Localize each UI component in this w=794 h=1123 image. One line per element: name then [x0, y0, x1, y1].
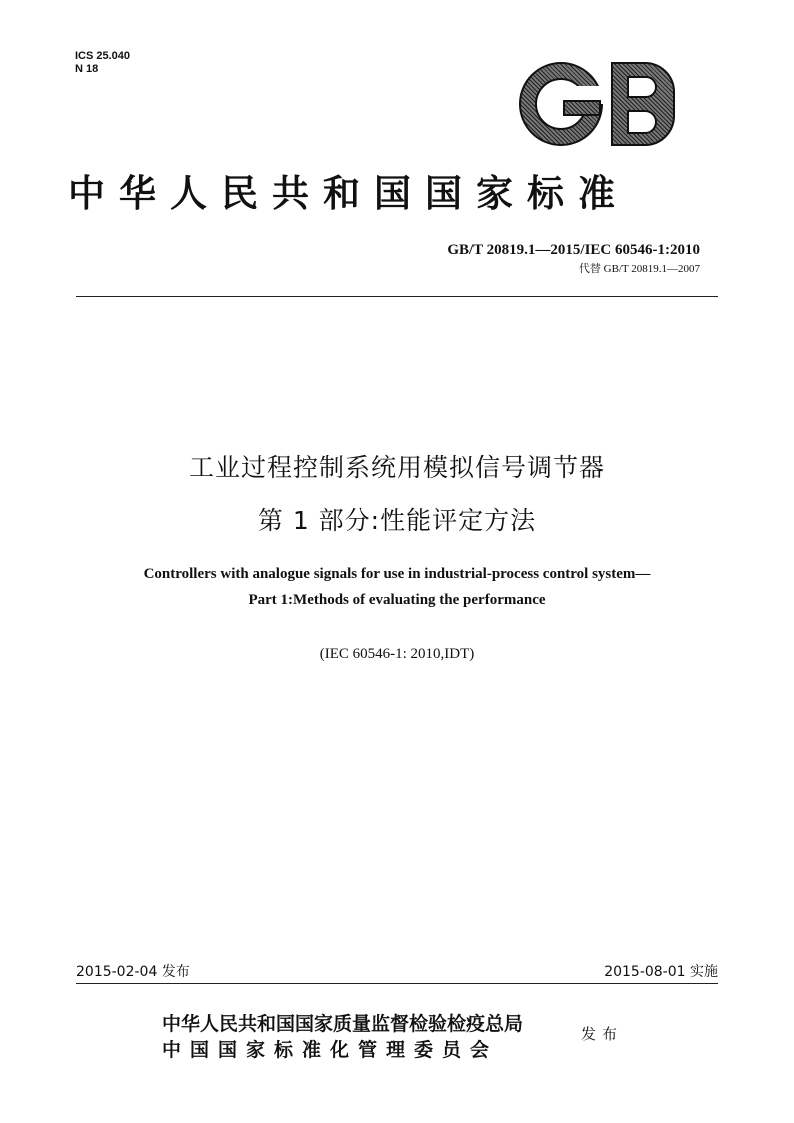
ccs-code: N 18: [75, 63, 99, 75]
implementation-date: 2015-08-01 实施: [604, 964, 718, 980]
title-zh-line1: 工业过程控制系统用模拟信号调节器: [188, 453, 605, 482]
logo-text: [519, 62, 520, 63]
logo-letter-b: [611, 62, 675, 146]
replaces-standard: 代替 GB/T 20819.1—2007: [578, 263, 700, 275]
gb-logo: [519, 62, 677, 146]
issuer-line1: 中华人民共和国国家质量监督检验检疫总局: [162, 1013, 524, 1035]
issue-date: 2015-02-04 发布: [76, 964, 190, 980]
logo-letter-g-bar: [563, 100, 601, 116]
standard-type-title: 中华人民共和国国家标准: [68, 171, 629, 215]
publish-label: 发布: [581, 1025, 624, 1043]
footer-divider: [76, 983, 718, 984]
title-en-line2: Part 1:Methods of evaluating the performance: [248, 592, 546, 608]
title-zh-line2: 第 1 部分:性能评定方法: [257, 506, 537, 535]
classification-codes: [75, 50, 130, 76]
identity-statement: (IEC 60546-1: 2010,IDT): [319, 646, 475, 662]
title-en-line1: Controllers with analogue signals for use in industrial-process control system—: [143, 566, 651, 582]
ics-code: ICS 25.040: [75, 50, 131, 62]
header-divider: [76, 296, 718, 297]
issuer-line2: 中国国家标准化管理委员会: [162, 1039, 499, 1061]
standard-number: GB/T 20819.1—2015/IEC 60546-1:2010: [447, 242, 700, 258]
